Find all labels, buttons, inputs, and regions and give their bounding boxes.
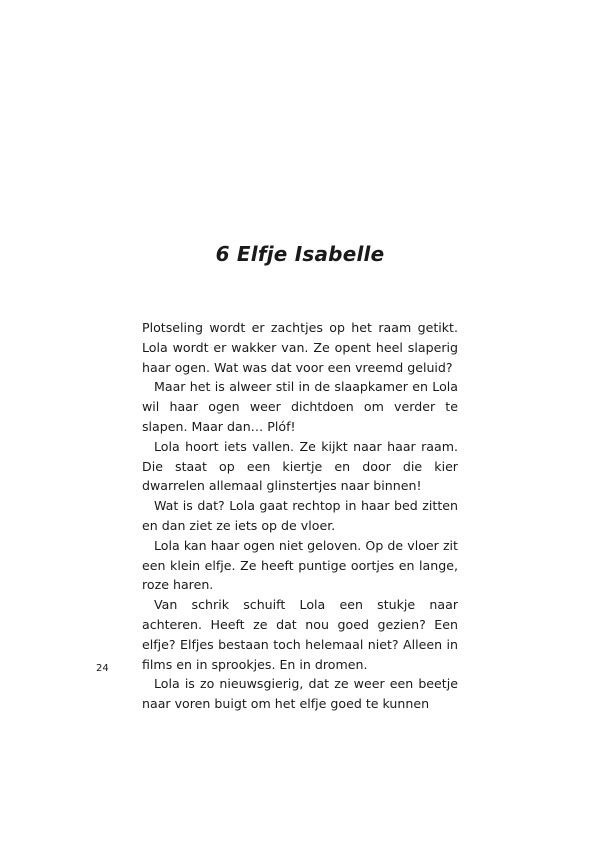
paragraph: Maar het is alweer stil in de slaapkamer en Lola wil haar ogen weer dichtdoen om verder te slapen. Maar dan… Plóf!: [142, 379, 458, 434]
paragraph: Plotseling wordt er zachtjes op het raam getikt. Lola wordt er wakker van. Ze opent heel slaperig haar ogen. Wat was dat voor een vreemd geluid?: [142, 320, 458, 375]
paragraph: Wat is dat? Lola gaat rechtop in haar bed zitten en dan ziet ze iets op de vloer.: [142, 498, 458, 533]
chapter-body: [142, 318, 458, 714]
chapter-title: 6 Elfje Isabelle: [215, 242, 385, 266]
paragraph: Lola is zo nieuwsgierig, dat ze weer een beetje naar voren buigt om het elfje goed te kunnen: [142, 676, 458, 712]
paragraph: Lola kan haar ogen niet geloven. Op de vloer zit een klein elfje. Ze heeft puntige oortjes en lange, roze haren.: [142, 537, 458, 593]
paragraph: Lola hoort iets vallen. Ze kijkt naar haar raam. Die staat op een kiertje en door die kier dwarrelen allemaal glinstertjes naar binnen!: [142, 438, 458, 494]
paragraph: Van schrik schuift Lola een stukje naar achteren. Heeft ze dat nou goed gezien? Een elfje? Elfjes bestaan toch helemaal niet? Alleen in films en in sprookjes. En in dromen.: [142, 597, 458, 672]
page-number: 24: [96, 663, 109, 674]
